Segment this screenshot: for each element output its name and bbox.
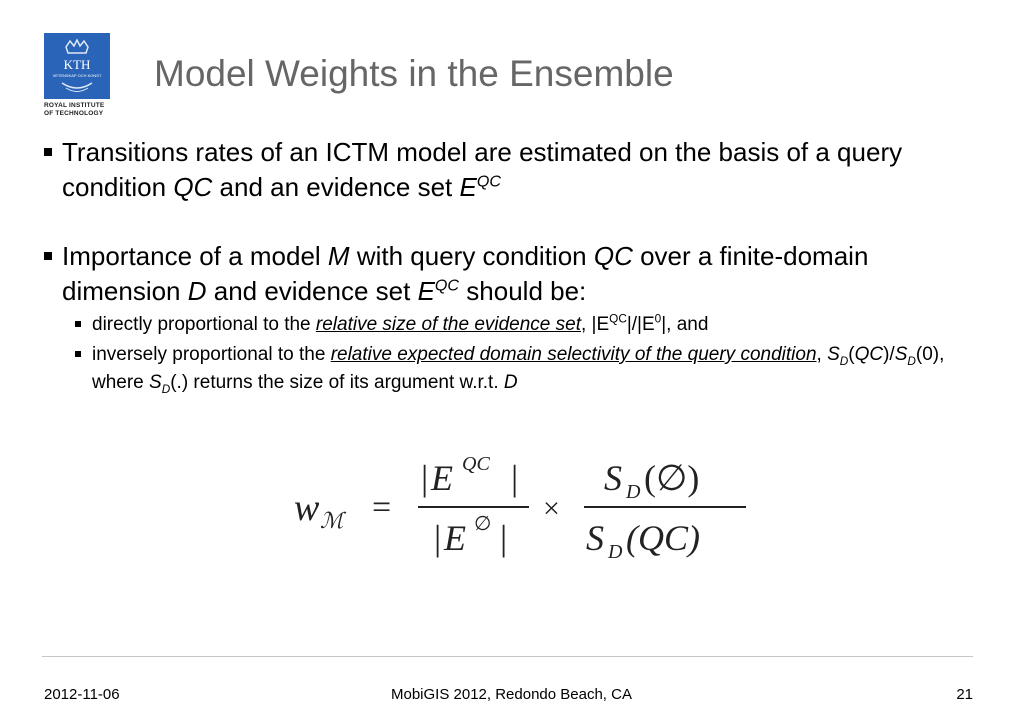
bullet-transition-rates: Transitions rates of an ICTM model are estimated on the basis of a query condition QC and an evidence set $E^{QC}$ bbox=[44, 135, 984, 205]
formula-den-bar-close: | bbox=[500, 518, 508, 558]
bullet-model-importance: Importance of a model M with query condition QC over a finite-domain dimension D and evidence set $E^{QC}$ should be: bbox=[44, 239, 984, 309]
formula-num1-sup: QC bbox=[462, 453, 490, 475]
formula-bar-close: | bbox=[511, 458, 519, 498]
logo-text: KTH bbox=[63, 57, 91, 72]
footer-date: 2012-11-06 bbox=[44, 686, 120, 703]
sub-bullet-domain-selectivity: inversely proportional to the relative expected domain selectivity of the query condition, $S_D(QC)/S_D(0)$, where $S_D(.)$ returns the size of its argument w.r.t. D bbox=[44, 341, 984, 397]
formula-num2-sub: D bbox=[626, 481, 641, 503]
formula-den1-e: E bbox=[444, 518, 466, 558]
bullet-square-icon bbox=[44, 252, 52, 260]
logo-motto: VETENSKAP OCH KONST bbox=[52, 73, 102, 78]
logo-caption: ROYAL INSTITUTE OF TECHNOLOGY bbox=[44, 102, 105, 117]
formula-den1-sup: ∅ bbox=[474, 513, 492, 535]
formula-times: × bbox=[543, 492, 560, 525]
domain-selectivity-link[interactable]: relative expected domain selectivity of the query condition bbox=[330, 344, 817, 365]
footer-page-number: 21 bbox=[956, 686, 973, 703]
formula-equals: = bbox=[372, 489, 392, 526]
evidence-set-link[interactable]: relative size of the evidence set bbox=[315, 314, 581, 335]
bullet-square-icon bbox=[44, 148, 52, 156]
formula-m-sub: ℳ bbox=[320, 508, 344, 533]
kth-crest-icon bbox=[44, 33, 110, 99]
footer-divider bbox=[42, 656, 973, 657]
bullet-list bbox=[44, 135, 984, 397]
formula-num2-arg: (∅) bbox=[644, 458, 700, 498]
bullet-square-icon bbox=[75, 321, 81, 327]
weight-formula bbox=[286, 450, 766, 570]
sub-bullet-evidence-size: directly proportional to the relative size of the evidence set, $|E^{QC}|/|E^0|$, and bbox=[44, 311, 984, 339]
formula-den-bar-open: | bbox=[434, 518, 442, 558]
formula-num2-s: S bbox=[604, 458, 622, 498]
formula-num1-e: E bbox=[431, 458, 453, 498]
formula-den2-sub: D bbox=[608, 541, 623, 563]
formula-w: w bbox=[294, 487, 320, 529]
formula-den2-s: S bbox=[586, 518, 604, 558]
slide-title: Model Weights in the Ensemble bbox=[154, 53, 674, 94]
kth-logo bbox=[44, 33, 110, 117]
bullet-square-icon bbox=[75, 351, 81, 357]
footer-venue: MobiGIS 2012, Redondo Beach, CA bbox=[391, 686, 632, 703]
formula-bar-open: | bbox=[421, 458, 429, 498]
formula-den2-arg: (QC) bbox=[626, 518, 700, 558]
